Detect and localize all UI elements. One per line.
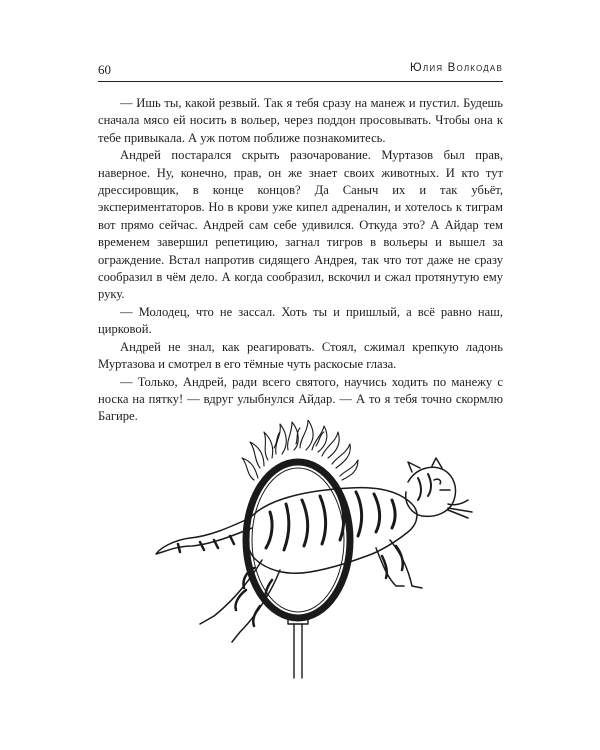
running-head-author: Юлия Волкодав xyxy=(410,62,503,74)
paragraph: Андрей не знал, как реагировать. Стоял, сжимал крепкую ладонь Муртазова и смотрел в его тёмные чуть раскосые глаза. xyxy=(98,339,503,372)
paragraph: — Молодец, что не зассал. Хоть ты и пришлый, а всё равно наш, цирковой. xyxy=(98,304,503,337)
hoop-stand-icon xyxy=(288,616,308,678)
body-text xyxy=(98,95,503,426)
header-rule xyxy=(98,81,503,82)
paragraph: — Только, Андрей, ради всего святого, научись ходить по манежу с носка на пятку! — вдруг улыбнулся Айдар. — А то я тебя точно скормлю Багире. xyxy=(98,374,503,424)
page-header xyxy=(98,62,503,84)
page-number: 60 xyxy=(98,62,111,77)
flames-icon xyxy=(242,420,358,480)
paragraph: — Ишь ты, какой резвый. Так я тебя сразу на манеж и пустил. Будешь сначала мясо ей носить в вольер, через поддон просовывать. Чтобы она к тебе привыкала. А уж потом поближе познакомитесь. xyxy=(98,96,503,145)
paragraph: Андрей постарался скрыть разочарование. Муртазов был прав, наверное. Ну, конечно, прав, он же знает своих животных. И кто тут дрессировщик, в конце концов? Да Саныч их и так убьёт, экспериментаторов. Но в крови уже кипел адреналин, и хотелось к тиграм вот прямо сейчас. Андрей сам себе удивился. Откуда это? А Айдар тем временем завершил репетицию, загнал тигров в вольеры и вышел за ограждение. Встал напротив сидящего Андрея, так что тот даже не сразу сообразил в чём дело. А когда сообразил, вскочил и сжал протянутую ему руку. xyxy=(98,148,503,302)
tiger-hoop-illustration xyxy=(150,420,480,680)
hoop-icon xyxy=(246,462,350,618)
